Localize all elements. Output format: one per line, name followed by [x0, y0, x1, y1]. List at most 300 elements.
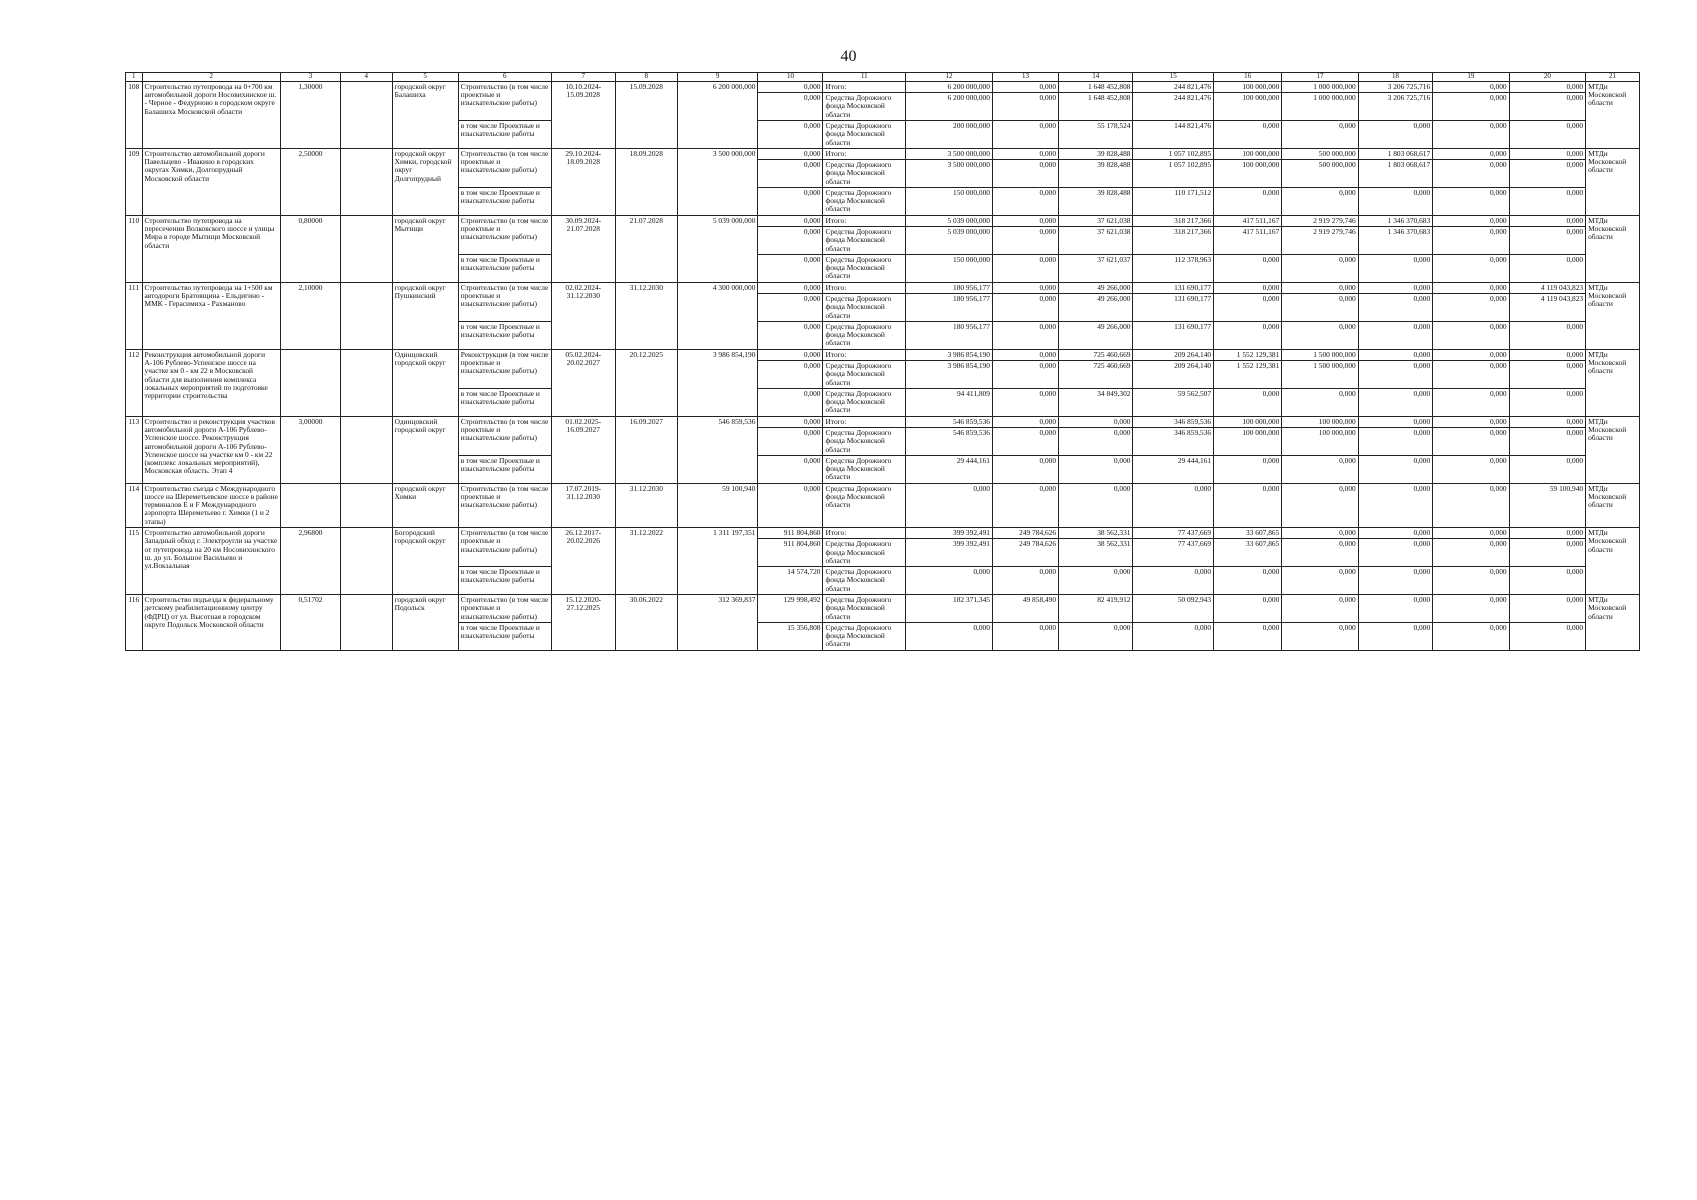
financed-before: 0,000 — [758, 294, 823, 322]
funding-amount: 0,000 — [1509, 360, 1585, 388]
row-number: 112 — [126, 349, 143, 416]
funding-amount: 0,000 — [992, 187, 1058, 215]
column-number-header: 21 — [1586, 73, 1640, 82]
object-capacity: 2,10000 — [281, 282, 341, 349]
funding-amount: 38 562,331 — [1059, 528, 1133, 539]
funding-source: Итого: — [823, 528, 906, 539]
funding-amount: 3 986 854,190 — [906, 349, 993, 360]
funding-amount: 0,000 — [1059, 427, 1133, 455]
funding-amount: 0,000 — [906, 483, 993, 527]
completion-date: 16.09.2027 — [615, 416, 677, 483]
funding-amount: 6 200 000,000 — [906, 81, 993, 92]
funding-amount: 2 919 279,746 — [1282, 227, 1358, 255]
funding-amount: 417 511,167 — [1214, 227, 1282, 255]
funding-amount: 0,000 — [1433, 455, 1509, 483]
funding-amount: 0,000 — [1214, 567, 1282, 595]
row-number: 111 — [126, 282, 143, 349]
funding-source: Средства Дорожного фонда Московской области — [823, 187, 906, 215]
funding-amount: 39 828,488 — [1059, 148, 1133, 159]
funding-amount: 0,000 — [1433, 539, 1509, 567]
funding-amount: 34 849,302 — [1059, 388, 1133, 416]
funding-amount: 0,000 — [1282, 539, 1358, 567]
funding-amount: 0,000 — [992, 416, 1058, 427]
funding-amount: 1 648 452,808 — [1059, 81, 1133, 92]
funding-source: Средства Дорожного фонда Московской области — [823, 294, 906, 322]
municipality: городской округ Химки, городской округ Долгопрудный — [392, 148, 458, 215]
funding-amount: 500 000,000 — [1282, 160, 1358, 188]
responsible-executor: МТДи Московской области — [1586, 483, 1640, 527]
funding-amount: 131 690,177 — [1133, 282, 1214, 293]
funding-amount: 49 266,000 — [1059, 321, 1133, 349]
funding-amount: 1 346 370,683 — [1358, 227, 1432, 255]
financed-before: 0,000 — [758, 93, 823, 121]
funding-amount: 0,000 — [1358, 254, 1432, 282]
funding-amount: 0,000 — [1358, 120, 1432, 148]
table-row — [126, 148, 1640, 159]
funding-amount: 0,000 — [1282, 528, 1358, 539]
funding-amount: 5 039 000,000 — [906, 227, 993, 255]
funding-amount: 0,000 — [992, 360, 1058, 388]
funding-amount: 0,000 — [1433, 416, 1509, 427]
work-type: Реконструкция (в том числе проектные и изыскательские работы) — [458, 349, 551, 388]
funding-amount: 0,000 — [1433, 93, 1509, 121]
funding-amount: 0,000 — [1433, 528, 1509, 539]
funding-amount: 0,000 — [1509, 567, 1585, 595]
funding-amount: 0,000 — [1133, 622, 1214, 650]
column-number-header: 3 — [281, 73, 341, 82]
funding-amount: 0,000 — [1433, 282, 1509, 293]
column-number-header: 10 — [758, 73, 823, 82]
funding-amount: 49 266,000 — [1059, 282, 1133, 293]
funding-amount: 0,000 — [1509, 81, 1585, 92]
funding-source: Средства Дорожного фонда Московской области — [823, 539, 906, 567]
funding-amount: 3 500 000,000 — [906, 160, 993, 188]
financed-before: 0,000 — [758, 160, 823, 188]
responsible-executor: МТДи Московской области — [1586, 81, 1640, 148]
funding-amount: 725 460,669 — [1059, 360, 1133, 388]
column-number-header: 12 — [906, 73, 993, 82]
empty-cell — [340, 483, 392, 527]
financed-before: 911 804,860 — [758, 528, 823, 539]
object-name: Строительство автомобильной дороги Павельцево - Ивакино в городских округах Химки, Долгопрудный Московской области — [142, 148, 280, 215]
funding-amount: 39 828,488 — [1059, 160, 1133, 188]
funding-amount: 100 000,000 — [1214, 160, 1282, 188]
funding-amount: 0,000 — [1509, 254, 1585, 282]
work-type: Строительство (в том числе проектные и изыскательские работы) — [458, 148, 551, 187]
work-type: в том числе Проектные и изыскательские работы — [458, 622, 551, 650]
funding-amount: 0,000 — [1282, 483, 1358, 527]
funding-amount: 37 621,038 — [1059, 227, 1133, 255]
funding-amount: 0,000 — [1509, 595, 1585, 623]
financed-before: 0,000 — [758, 187, 823, 215]
completion-date: 31.12.2022 — [615, 528, 677, 595]
funding-amount: 1 000 000,000 — [1282, 93, 1358, 121]
funding-amount: 0,000 — [992, 160, 1058, 188]
financed-before: 0,000 — [758, 349, 823, 360]
funding-amount: 0,000 — [1282, 254, 1358, 282]
funding-source: Средства Дорожного фонда Московской области — [823, 120, 906, 148]
funding-source: Средства Дорожного фонда Московской области — [823, 254, 906, 282]
funding-amount: 0,000 — [1509, 321, 1585, 349]
funding-amount: 1 803 068,617 — [1358, 160, 1432, 188]
funding-source: Средства Дорожного фонда Московской области — [823, 567, 906, 595]
municipality: Одинцовский городской округ — [392, 349, 458, 416]
funding-amount: 77 437,669 — [1133, 539, 1214, 567]
funding-amount: 1 057 102,895 — [1133, 160, 1214, 188]
object-cost: 6 200 000,000 — [677, 81, 758, 148]
empty-cell — [340, 528, 392, 595]
object-capacity: 2,50000 — [281, 148, 341, 215]
table-row — [126, 416, 1640, 427]
funding-amount: 0,000 — [1358, 567, 1432, 595]
funding-amount: 1 552 129,381 — [1214, 360, 1282, 388]
empty-cell — [340, 215, 392, 282]
column-number-header: 13 — [992, 73, 1058, 82]
column-number-header: 18 — [1358, 73, 1432, 82]
work-type: в том числе Проектные и изыскательские работы — [458, 388, 551, 416]
financed-before: 0,000 — [758, 254, 823, 282]
column-number-header: 19 — [1433, 73, 1509, 82]
object-cost: 312 369,837 — [677, 595, 758, 651]
funding-amount: 0,000 — [1509, 93, 1585, 121]
completion-date: 15.09.2028 — [615, 81, 677, 148]
table-row — [126, 595, 1640, 623]
funding-amount: 0,000 — [1358, 427, 1432, 455]
financed-before: 0,000 — [758, 360, 823, 388]
funding-amount: 0,000 — [992, 81, 1058, 92]
funding-amount: 3 500 000,000 — [906, 148, 993, 159]
financed-before: 0,000 — [758, 81, 823, 92]
funding-amount: 33 607,865 — [1214, 539, 1282, 567]
work-type: Строительство (в том числе проектные и изыскательские работы) — [458, 81, 551, 120]
funding-amount: 0,000 — [1133, 483, 1214, 527]
funding-amount: 0,000 — [1358, 349, 1432, 360]
funding-amount: 3 986 854,190 — [906, 360, 993, 388]
funding-amount: 0,000 — [1214, 388, 1282, 416]
municipality: городской округ Мытищи — [392, 215, 458, 282]
row-number: 116 — [126, 595, 143, 651]
completion-date: 21.07.2028 — [615, 215, 677, 282]
object-name: Строительство и реконструкция участков автомобильной дороги А-106 Рублево-Успенское шоссе. Реконструкция автомобильной дороги А-106 Рублево-Успенское шоссе на участке км 0 - км 22 (комплекс локальных мероприятий), Московская область. Этап 4 — [142, 416, 280, 483]
funding-amount: 0,000 — [1358, 321, 1432, 349]
funding-amount: 0,000 — [1059, 622, 1133, 650]
funding-amount: 0,000 — [1433, 160, 1509, 188]
object-cost: 59 100,940 — [677, 483, 758, 527]
funding-amount: 0,000 — [1059, 455, 1133, 483]
funding-amount: 150 000,000 — [906, 187, 993, 215]
funding-amount: 77 437,669 — [1133, 528, 1214, 539]
empty-cell — [340, 416, 392, 483]
funding-amount: 37 621,037 — [1059, 254, 1133, 282]
funding-amount: 5 039 000,000 — [906, 215, 993, 226]
funding-amount: 0,000 — [1358, 187, 1432, 215]
funding-amount: 0,000 — [1433, 81, 1509, 92]
funding-amount: 100 000,000 — [1282, 427, 1358, 455]
funding-amount: 0,000 — [1509, 187, 1585, 215]
funding-amount: 150 000,000 — [906, 254, 993, 282]
funding-amount: 0,000 — [1509, 416, 1585, 427]
funding-amount: 49 858,490 — [992, 595, 1058, 623]
funding-amount: 131 690,177 — [1133, 321, 1214, 349]
row-number: 108 — [126, 81, 143, 148]
funding-amount: 0,000 — [992, 93, 1058, 121]
municipality: Одинцовский городской округ — [392, 416, 458, 483]
funding-amount: 0,000 — [1358, 528, 1432, 539]
work-type: Строительство (в том числе проектные и изыскательские работы) — [458, 528, 551, 567]
row-number: 113 — [126, 416, 143, 483]
responsible-executor: МТДи Московской области — [1586, 528, 1640, 595]
financed-before: 0,000 — [758, 427, 823, 455]
municipality: городской округ Пушкинский — [392, 282, 458, 349]
empty-cell — [340, 595, 392, 651]
funding-amount: 0,000 — [1282, 187, 1358, 215]
funding-amount: 346 859,536 — [1133, 427, 1214, 455]
funding-amount: 0,000 — [1358, 455, 1432, 483]
funding-amount: 346 859,536 — [1133, 416, 1214, 427]
object-capacity: 0,80000 — [281, 215, 341, 282]
funding-amount: 39 828,488 — [1059, 187, 1133, 215]
funding-amount: 6 200 000,000 — [906, 93, 993, 121]
funding-amount: 0,000 — [992, 622, 1058, 650]
empty-cell — [340, 81, 392, 148]
funding-amount: 725 460,669 — [1059, 349, 1133, 360]
funding-amount: 0,000 — [1214, 282, 1282, 293]
funding-amount: 3 206 725,716 — [1358, 93, 1432, 121]
object-capacity: 2,96800 — [281, 528, 341, 595]
funding-source: Средства Дорожного фонда Московской области — [823, 227, 906, 255]
funding-amount: 0,000 — [1282, 294, 1358, 322]
funding-amount: 29 444,161 — [906, 455, 993, 483]
funding-amount: 1 000 000,000 — [1282, 81, 1358, 92]
funding-amount: 4 119 043,823 — [1509, 294, 1585, 322]
funding-amount: 1 500 000,000 — [1282, 360, 1358, 388]
funding-amount: 0,000 — [992, 294, 1058, 322]
empty-cell — [340, 282, 392, 349]
funding-amount: 0,000 — [1214, 483, 1282, 527]
funding-amount: 399 392,491 — [906, 539, 993, 567]
financed-before: 0,000 — [758, 321, 823, 349]
financed-before: 0,000 — [758, 388, 823, 416]
object-name: Строительство подъезда к федеральному детскому реабилитационному центру (ФДРЦ) от ул. Высотная в городском округе Подольск Московской области — [142, 595, 280, 651]
funding-amount: 0,000 — [1358, 388, 1432, 416]
work-period: 01.02.2025-16.09.2027 — [551, 416, 615, 483]
funding-source: Средства Дорожного фонда Московской области — [823, 160, 906, 188]
funding-amount: 0,000 — [1433, 427, 1509, 455]
responsible-executor: МТДи Московской области — [1586, 595, 1640, 651]
funding-amount: 0,000 — [1282, 388, 1358, 416]
responsible-executor: МТДи Московской области — [1586, 416, 1640, 483]
funding-amount: 82 419,912 — [1059, 595, 1133, 623]
work-period: 29.10.2024-18.09.2028 — [551, 148, 615, 215]
municipality: городской округ Подольск — [392, 595, 458, 651]
funding-amount: 1 500 000,000 — [1282, 349, 1358, 360]
responsible-executor: МТДи Московской области — [1586, 349, 1640, 416]
column-number-header: 14 — [1059, 73, 1133, 82]
funding-amount: 209 264,140 — [1133, 360, 1214, 388]
column-number-header: 5 — [392, 73, 458, 82]
empty-cell — [340, 148, 392, 215]
funding-amount: 500 000,000 — [1282, 148, 1358, 159]
funding-amount: 0,000 — [1509, 215, 1585, 226]
funding-amount: 0,000 — [1433, 483, 1509, 527]
funding-amount: 0,000 — [992, 455, 1058, 483]
funding-amount: 94 411,809 — [906, 388, 993, 416]
funding-amount: 0,000 — [1358, 622, 1432, 650]
funding-amount: 0,000 — [906, 567, 993, 595]
funding-amount: 2 919 279,746 — [1282, 215, 1358, 226]
funding-amount: 318 217,366 — [1133, 215, 1214, 226]
financed-before: 0,000 — [758, 416, 823, 427]
work-period: 02.02.2024-31.12.2030 — [551, 282, 615, 349]
funding-amount: 0,000 — [1509, 160, 1585, 188]
object-name: Строительство путепровода на пересечении Волковского шоссе и улицы Мира в городе Мытищи Московской области — [142, 215, 280, 282]
financed-before: 0,000 — [758, 215, 823, 226]
funding-amount: 0,000 — [1214, 187, 1282, 215]
funding-amount: 0,000 — [992, 321, 1058, 349]
funding-amount: 50 092,943 — [1133, 595, 1214, 623]
column-number-row — [126, 73, 1640, 82]
funding-amount: 318 217,366 — [1133, 227, 1214, 255]
row-number: 109 — [126, 148, 143, 215]
funding-source: Средства Дорожного фонда Московской области — [823, 455, 906, 483]
funding-amount: 0,000 — [992, 120, 1058, 148]
column-number-header: 16 — [1214, 73, 1282, 82]
funding-amount: 0,000 — [1509, 455, 1585, 483]
work-type: в том числе Проектные и изыскательские работы — [458, 187, 551, 215]
funding-source: Итого: — [823, 416, 906, 427]
funding-amount: 0,000 — [1433, 254, 1509, 282]
object-name: Реконструкция автомобильной дороги А-106 Рублево-Успенское шоссе на участке км 0 - км 22 в Московской области для выполнения комплекса локальных мероприятий по подготовке территории строительства — [142, 349, 280, 416]
funding-amount: 131 690,177 — [1133, 294, 1214, 322]
column-number-header: 2 — [142, 73, 280, 82]
funding-amount: 0,000 — [1509, 539, 1585, 567]
work-type: Строительство (в том числе проектные и изыскательские работы) — [458, 416, 551, 455]
funding-amount: 244 821,476 — [1133, 93, 1214, 121]
funding-amount: 0,000 — [992, 388, 1058, 416]
funding-amount: 0,000 — [1509, 227, 1585, 255]
funding-amount: 33 607,865 — [1214, 528, 1282, 539]
funding-amount: 180 956,177 — [906, 321, 993, 349]
funding-amount: 0,000 — [1214, 455, 1282, 483]
financed-before: 15 356,808 — [758, 622, 823, 650]
work-period: 30.09.2024-21.07.2028 — [551, 215, 615, 282]
funding-amount: 29 444,161 — [1133, 455, 1214, 483]
funding-amount: 0,000 — [1509, 427, 1585, 455]
column-number-header: 6 — [458, 73, 551, 82]
funding-amount: 0,000 — [1433, 120, 1509, 148]
column-number-header: 17 — [1282, 73, 1358, 82]
funding-amount: 0,000 — [1433, 187, 1509, 215]
funding-amount: 209 264,140 — [1133, 349, 1214, 360]
program-table — [125, 72, 1640, 651]
funding-source: Средства Дорожного фонда Московской области — [823, 93, 906, 121]
object-name: Строительство съезда с Международного шоссе на Шереметьевское шоссе в районе терминалов E и F Международного аэропорта Шереметьево г. Химки (1 и 2 этапы) — [142, 483, 280, 527]
municipality: городской округ Химки — [392, 483, 458, 527]
object-cost: 3 986 854,190 — [677, 349, 758, 416]
work-period: 05.02.2024-20.02.2027 — [551, 349, 615, 416]
funding-amount: 0,000 — [992, 427, 1058, 455]
funding-amount: 0,000 — [1433, 595, 1509, 623]
funding-amount: 0,000 — [1358, 360, 1432, 388]
funding-amount: 0,000 — [1214, 254, 1282, 282]
row-number: 114 — [126, 483, 143, 527]
funding-source: Средства Дорожного фонда Московской области — [823, 622, 906, 650]
funding-amount: 0,000 — [1433, 215, 1509, 226]
funding-amount: 4 119 043,823 — [1509, 282, 1585, 293]
funding-source: Средства Дорожного фонда Московской области — [823, 595, 906, 623]
municipality: Богородский городской округ — [392, 528, 458, 595]
funding-amount: 0,000 — [992, 567, 1058, 595]
funding-amount: 0,000 — [1433, 567, 1509, 595]
funding-amount: 100 000,000 — [1282, 416, 1358, 427]
funding-amount: 0,000 — [992, 349, 1058, 360]
table-row — [126, 282, 1640, 293]
object-cost: 4 300 000,000 — [677, 282, 758, 349]
funding-amount: 0,000 — [1358, 595, 1432, 623]
funding-amount: 200 000,000 — [906, 120, 993, 148]
work-type: в том числе Проектные и изыскательские работы — [458, 254, 551, 282]
funding-amount: 0,000 — [1433, 294, 1509, 322]
responsible-executor: МТДи Московской области — [1586, 215, 1640, 282]
funding-source: Средства Дорожного фонда Московской области — [823, 360, 906, 388]
funding-amount: 0,000 — [1282, 120, 1358, 148]
funding-amount: 0,000 — [992, 282, 1058, 293]
funding-amount: 0,000 — [1133, 567, 1214, 595]
funding-amount: 0,000 — [1509, 528, 1585, 539]
funding-amount: 100 000,000 — [1214, 81, 1282, 92]
funding-amount: 100 000,000 — [1214, 148, 1282, 159]
funding-amount: 180 956,177 — [906, 294, 993, 322]
column-number-header: 8 — [615, 73, 677, 82]
funding-amount: 399 392,491 — [906, 528, 993, 539]
funding-source: Средства Дорожного фонда Московской области — [823, 483, 906, 527]
funding-source: Итого: — [823, 215, 906, 226]
funding-amount: 112 378,963 — [1133, 254, 1214, 282]
column-number-header: 7 — [551, 73, 615, 82]
row-number: 110 — [126, 215, 143, 282]
completion-date: 18.09.2028 — [615, 148, 677, 215]
funding-amount: 0,000 — [1282, 321, 1358, 349]
financed-before: 0,000 — [758, 148, 823, 159]
funding-amount: 100 000,000 — [1214, 93, 1282, 121]
object-name: Строительство путепровода на 1+500 км автодороги Братовщина - Ельдигино - ММК - Герасимиха - Рахманово — [142, 282, 280, 349]
funding-amount: 0,000 — [1214, 595, 1282, 623]
funding-amount: 0,000 — [1358, 539, 1432, 567]
funding-amount: 0,000 — [1282, 567, 1358, 595]
table-row — [126, 215, 1640, 226]
funding-amount: 0,000 — [1433, 148, 1509, 159]
object-capacity — [281, 483, 341, 527]
funding-amount: 0,000 — [906, 622, 993, 650]
completion-date: 31.12.2030 — [615, 483, 677, 527]
funding-amount: 0,000 — [1282, 622, 1358, 650]
funding-amount: 1 803 068,617 — [1358, 148, 1432, 159]
responsible-executor: МТДи Московской области — [1586, 282, 1640, 349]
funding-source: Средства Дорожного фонда Московской области — [823, 427, 906, 455]
financed-before: 129 998,492 — [758, 595, 823, 623]
column-number-header: 1 — [126, 73, 143, 82]
funding-amount: 0,000 — [1358, 294, 1432, 322]
funding-amount: 0,000 — [992, 148, 1058, 159]
financed-before: 0,000 — [758, 227, 823, 255]
funding-amount: 0,000 — [1059, 567, 1133, 595]
funding-amount: 244 821,476 — [1133, 81, 1214, 92]
funding-amount: 0,000 — [992, 254, 1058, 282]
funding-amount: 0,000 — [1433, 622, 1509, 650]
funding-amount: 0,000 — [1358, 416, 1432, 427]
funding-amount: 37 621,038 — [1059, 215, 1133, 226]
funding-amount: 0,000 — [1433, 360, 1509, 388]
